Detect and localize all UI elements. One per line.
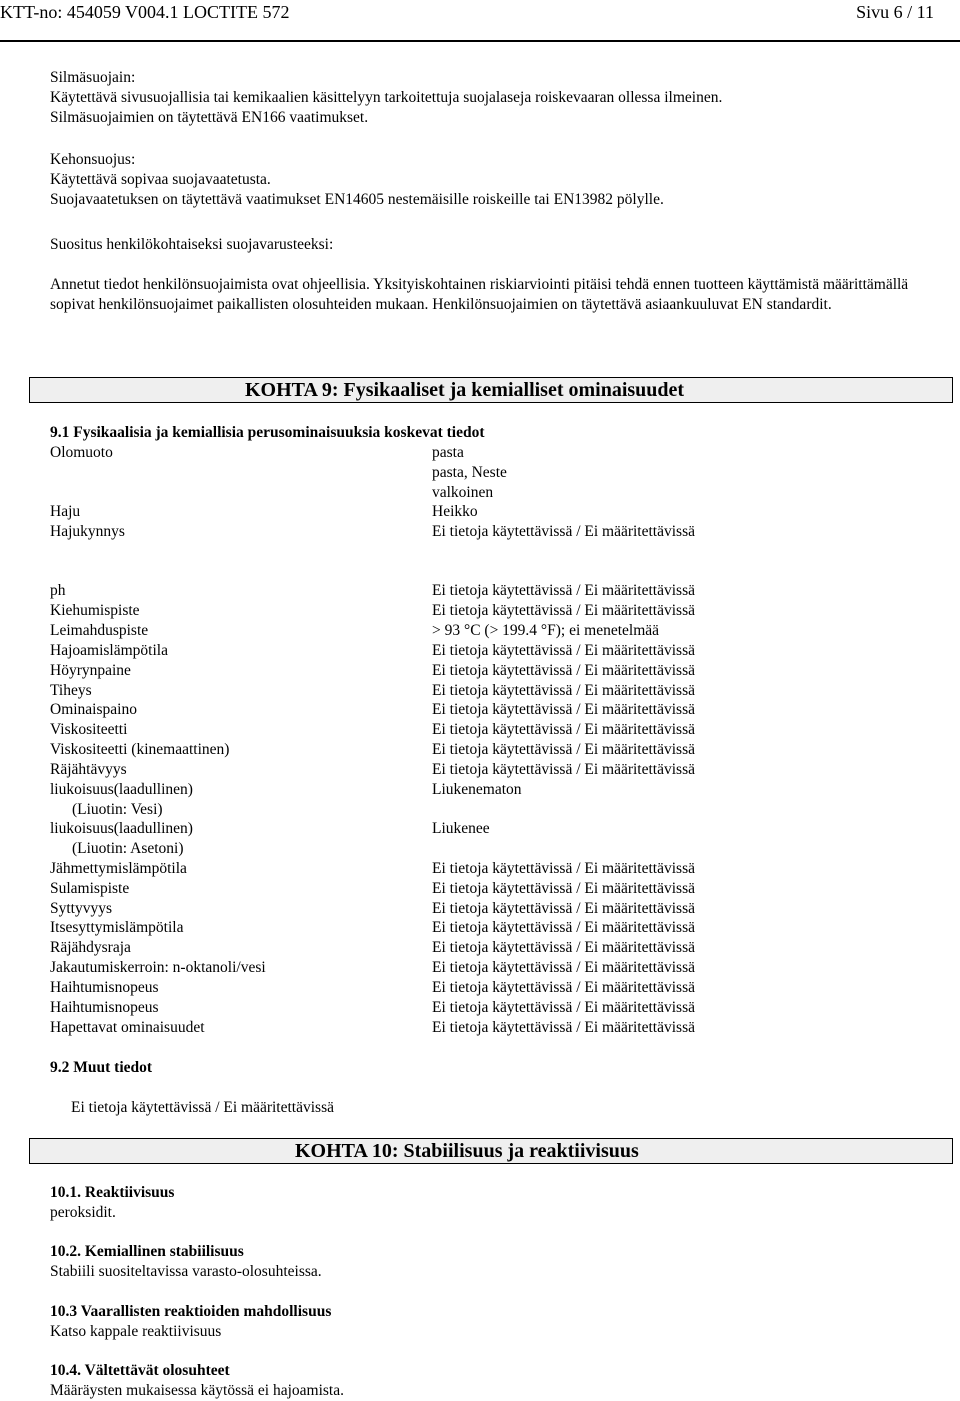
reactivity-heading: 10.1. Reaktiivisuus: [50, 1184, 175, 1201]
body-protection-line-1: Käytettävä sopivaa suojavaatetusta.: [50, 171, 271, 188]
property-row: [50, 819, 930, 839]
property-label: Hapettavat ominaisuudet: [50, 1019, 205, 1036]
property-value: Ei tietoja käytettävissä / Ei määritettävissä: [432, 900, 695, 917]
property-label: Itsesyttymislämpötila: [50, 919, 184, 936]
property-value: Ei tietoja käytettävissä / Ei määritettävissä: [432, 741, 695, 758]
other-info-text: Ei tietoja käytettävissä / Ei määritettävissä: [71, 1099, 334, 1116]
property-row: [50, 621, 930, 641]
property-value: Ei tietoja käytettävissä / Ei määritettävissä: [432, 662, 695, 679]
property-value: Ei tietoja käytettävissä / Ei määritettävissä: [432, 999, 695, 1016]
page-number: Sivu 6 / 11: [856, 2, 934, 22]
property-label: Haihtumisnopeus: [50, 979, 159, 996]
property-label: liukoisuus(laadullinen): [50, 820, 193, 837]
property-row: [50, 859, 930, 879]
property-value: Ei tietoja käytettävissä / Ei määritettävissä: [432, 761, 695, 778]
property-label: Ominaispaino: [50, 701, 137, 718]
property-row: [50, 899, 930, 919]
property-label: Höyrynpaine: [50, 662, 131, 679]
property-value: Ei tietoja käytettävissä / Ei määritettävissä: [432, 939, 695, 956]
page-header: [0, 0, 960, 30]
property-label: liukoisuus(laadullinen): [50, 781, 193, 798]
property-value: pasta: [432, 444, 464, 461]
other-info-block: [71, 1098, 960, 1118]
ppe-recommendation-text: Annetut tiedot henkilönsuojaimista ovat ohjeellisia. Yksityiskohtainen riskiarviointi pitäisi tehdä ennen tuotteen käyttämistä määrittämällä sopivat henkilönsuojaimet paikallisten olosuhteiden mukaan. Henkilönsuojaimien on täytettävä asiaankuuluvat EN standardit.: [50, 276, 909, 313]
property-sub-label: (Liuotin: Vesi): [72, 801, 163, 818]
property-row: [50, 918, 930, 938]
eye-protection-line-1: Käytettävä sivusuojallisia tai kemikaalien käsittelyyn tarkoitettuja suojalaseja roiskevaaran ollessa ilmeinen.: [50, 89, 723, 106]
chemical-stability-heading: 10.2. Kemiallinen stabiilisuus: [50, 1243, 244, 1260]
property-row: [50, 700, 930, 720]
property-value: Ei tietoja käytettävissä / Ei määritettävissä: [432, 523, 695, 540]
section-9-2-heading-block: [50, 1058, 950, 1078]
property-row: [50, 938, 930, 958]
property-label: Viskositeetti: [50, 721, 128, 738]
chemical-stability-block: [50, 1242, 950, 1282]
property-row: [50, 1018, 930, 1038]
property-label: Sulamispiste: [50, 880, 130, 897]
conditions-to-avoid-text: Määräysten mukaisessa käytössä ei hajoamista.: [50, 1382, 344, 1399]
section-9-title: KOHTA 9: Fysikaaliset ja kemialliset ominaisuudet: [245, 379, 685, 401]
property-value: Ei tietoja käytettävissä / Ei määritettävissä: [432, 682, 695, 699]
property-label: Tiheys: [50, 682, 92, 699]
property-label: Olomuoto: [50, 444, 113, 461]
property-label: Räjähdysraja: [50, 939, 131, 956]
property-row-appearance-3: [50, 483, 930, 503]
property-row: [50, 601, 930, 621]
property-value: valkoinen: [432, 484, 494, 501]
section-10-title: KOHTA 10: Stabiilisuus ja reaktiivisuus: [295, 1140, 639, 1162]
property-label: Kiehumispiste: [50, 602, 140, 619]
property-row-odor: [50, 502, 930, 522]
eye-protection-block: [50, 68, 950, 128]
property-row: [50, 681, 930, 701]
property-value: Ei tietoja käytettävissä / Ei määritettävissä: [432, 919, 695, 936]
hazardous-reactions-heading: 10.3 Vaarallisten reaktioiden mahdollisuus: [50, 1303, 332, 1320]
document-id: KTT-no: 454059 V004.1 LOCTITE 572: [0, 2, 290, 22]
property-label: Haju: [50, 503, 81, 520]
property-label: Haihtumisnopeus: [50, 999, 159, 1016]
property-label: Syttyvyys: [50, 900, 113, 917]
property-row: [50, 998, 930, 1018]
property-value: Ei tietoja käytettävissä / Ei määritettävissä: [432, 582, 695, 599]
header-divider: [0, 40, 960, 42]
property-row-odor-threshold: [50, 522, 930, 542]
body-protection-block: [50, 150, 950, 210]
eye-protection-line-2: Silmäsuojaimien on täytettävä EN166 vaatimukset.: [50, 109, 369, 126]
property-value: Ei tietoja käytettävissä / Ei määritettävissä: [432, 642, 695, 659]
property-row: [50, 661, 930, 681]
section-10-banner: [29, 1138, 953, 1164]
property-label: Viskositeetti (kinemaattinen): [50, 741, 230, 758]
conditions-to-avoid-heading: 10.4. Vältettävät olosuhteet: [50, 1362, 230, 1379]
ppe-recommendation-text-block: [50, 275, 945, 315]
property-value: Ei tietoja käytettävissä / Ei määritettävissä: [432, 1019, 695, 1036]
property-row: [50, 740, 930, 760]
property-row: [50, 760, 930, 780]
property-label: ph: [50, 582, 66, 599]
ppe-recommendation-title-block: [50, 235, 950, 255]
property-label: Jähmettymislämpötila: [50, 860, 187, 877]
property-label: Leimahduspiste: [50, 622, 149, 639]
property-row: [50, 879, 930, 899]
property-label: Hajukynnys: [50, 523, 125, 540]
property-value: Ei tietoja käytettävissä / Ei määritettävissä: [432, 721, 695, 738]
hazardous-reactions-text: Katso kappale reaktiivisuus: [50, 1323, 222, 1340]
body-protection-line-2: Suojavaatetuksen on täytettävä vaatimukset EN14605 nestemäisille roiskeille tai EN13982 pölylle.: [50, 191, 664, 208]
section-9-1-heading-block: [50, 423, 950, 443]
property-value: pasta, Neste: [432, 464, 507, 481]
property-label: Räjähtävyys: [50, 761, 127, 778]
reactivity-block: [50, 1183, 950, 1223]
property-row: [50, 641, 930, 661]
property-value: Liukenematon: [432, 781, 522, 798]
property-label: Hajoamislämpötila: [50, 642, 168, 659]
property-value: > 93 °C (> 199.4 °F); ei menetelmää: [432, 622, 660, 639]
conditions-to-avoid-block: [50, 1361, 950, 1401]
property-value: Ei tietoja käytettävissä / Ei määritettävissä: [432, 602, 695, 619]
section-9-1-heading: 9.1 Fysikaalisia ja kemiallisia perusominaisuuksia koskevat tiedot: [50, 424, 485, 441]
hazardous-reactions-block: [50, 1302, 950, 1342]
property-sub-label: (Liuotin: Asetoni): [72, 840, 184, 857]
ppe-recommendation-title: Suositus henkilökohtaiseksi suojavarusteeksi:: [50, 236, 334, 253]
property-value: Ei tietoja käytettävissä / Ei määritettävissä: [432, 979, 695, 996]
property-value: Heikko: [432, 503, 478, 520]
chemical-stability-text: Stabiili suositeltavissa varasto-olosuhteissa.: [50, 1263, 322, 1280]
property-row: [50, 978, 930, 998]
body-protection-title: Kehonsuojus:: [50, 151, 136, 168]
section-9-2-heading: 9.2 Muut tiedot: [50, 1059, 153, 1076]
property-row: [50, 581, 930, 601]
reactivity-text: peroksidit.: [50, 1204, 116, 1221]
property-row-appearance-2: [50, 463, 930, 483]
property-row: [50, 780, 930, 800]
eye-protection-title: Silmäsuojain:: [50, 69, 136, 86]
property-row: [50, 958, 930, 978]
property-value: Ei tietoja käytettävissä / Ei määritettävissä: [432, 880, 695, 897]
property-value: Ei tietoja käytettävissä / Ei määritettävissä: [432, 860, 695, 877]
property-value: Ei tietoja käytettävissä / Ei määritettävissä: [432, 701, 695, 718]
property-row-appearance: [50, 443, 930, 463]
section-9-banner: [29, 377, 953, 403]
property-value: Liukenee: [432, 820, 490, 837]
property-label: Jakautumiskerroin: n-oktanoli/vesi: [50, 959, 266, 976]
property-row: [50, 720, 930, 740]
property-value: Ei tietoja käytettävissä / Ei määritettävissä: [432, 959, 695, 976]
